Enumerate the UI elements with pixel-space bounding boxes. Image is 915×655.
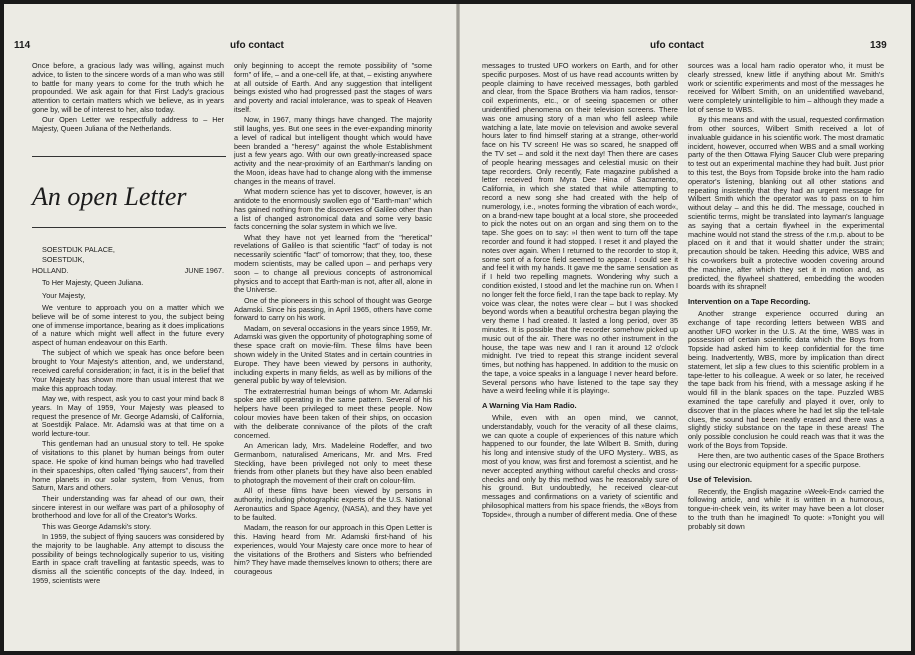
salutation: Your Majesty,: [42, 291, 86, 301]
right-col3: [482, 62, 678, 642]
left-col1-intro: [32, 62, 224, 202]
letter-paragraph: The extraterrestrial human beings of whom Mr. Adamski spoke are still operating in the same pattern. Several of his helpers have been privileged to meet these people. Now colour movies have been taken of their ships, on occasion with the deliberate connivance of the pilots of the craft concerned.: [234, 386, 432, 440]
intro-paragraph: Our Open Letter we respectfully address to – Her Majesty, Queen Juliana of the Netherlands.: [32, 115, 224, 134]
letter-paragraph: What modern science has yet to discover, however, is an antidote to the enormously swollen ego of "Earth-man" which has gained nothing from the discoveries of Galileo other than a list of changed astronomical data and some very basic facts concerning the solar system in which we live.: [234, 187, 432, 232]
letter-paragraph: Madam, the reason for our approach in this Open Letter is this. Having heard from Mr. Adamski first-hand of his experiences, would Your Majesty care once more to hear of the visitations of the Brothers and Sisters who befriended him? They have made themselves known to others; there are courageous: [234, 523, 432, 577]
article-paragraph: Here then, are two authentic cases of the Space Brothers using our electronic equipment for a specific purpose.: [688, 451, 884, 470]
section-heading: Use of Television.: [688, 474, 753, 484]
letter-paragraph: The subject of which we speak has once before been brought to Your Majesty's attention, and, we understand, received careful consideration; in fact, it is in the belief that Your Majesty has shown more than usual interest that we make this approach today.: [32, 348, 224, 393]
article-paragraph: sources was a local ham radio operator who, it must be clearly stressed, knew little if anything about Mr. Smith's work or scientific experiments and most of the messages he received for Wilbert Smith, on an unidentified waveband, were completely unintelligible to him – although they made a lot of sense to WBS.: [688, 62, 884, 114]
letter-paragraph: Now, in 1967, many things have changed. The majority still laughs, yes. But one sees in the ever-expanding minority a level of radical but intelligent thought which would have been branded a "heresy" against the whole Establishment just a few years ago. With our own greatly-increased space activity and the near-proximity of an Earthman's landing on the Moon, ideas have had to change along with the immense changes in the means of travel.: [234, 115, 432, 186]
section-heading: A Warning Via Ham Radio.: [482, 401, 577, 411]
letter-paragraph: What they have not yet learned from the "heretical" revelations of Galileo is that scientific "fact" of today is not necessarily scientific "fact" of tomorrow; that they, too, these modern scientists, may be called upon – and perhaps very soon – to change all previous concepts of astronomical physics and to accept that Earth-man is not, after all, alone in the Universe.: [234, 232, 432, 295]
address-date-row: [32, 267, 224, 276]
letter-paragraph: We venture to approach you on a matter which we believe will be of some interest to you, the subject being one of immense importance, bearing as it does implications of a nature which might well affect in the future every aspect of human endeavour on this Earth.: [32, 302, 224, 348]
article-paragraph: While, even with an open mind, we cannot, understandably, vouch for the veracity of all these claims, we can quote a couple of experiences of this nature which happened to our founder, the late Wilbert B. Smith, during his long and intensive study of the UFO Mystery.. WBS, as most of you know, was first and foremost a scientist, and he never accepted anything without careful checks and cross-checks and only by this method was he reasonably sure of his ground. But undoubtedly, he received clear-cut messages and confirmations on a variety of scientific and philosophical matters from his space friends, the »Boys from Topside«, through a number of different media. One of these: [482, 413, 678, 519]
letter-title: An open Letter: [32, 182, 187, 211]
letter-paragraph: This gentleman had an unusual story to tell. He spoke of visitations to this planet by human beings from outer space. He spoke of kind human beings who had travelled in their spaceships, often called "flying saucers", from their home planets in our solar system, from Venus, from Saturn, Mars and others.: [32, 439, 224, 493]
address-country: HOLLAND.: [32, 265, 69, 275]
right-running-title: ufo contact: [650, 40, 704, 51]
letter-paragraph: In 1959, the subject of flying saucers was considered by the majority to be laughable. Any attempt to discuss the possibility of beings technologically superior to us, visiting Earth in space craft travelling at fantastic speeds, was to dismiss all the scientific concepts of the day. Indeed, in 1959, scientists were: [32, 531, 224, 585]
article-paragraph: Another strange experience occurred during an exchange of tape recording letters between WBS and another UFO worker in the U.S. At the time, WBS was in possession of certain scientific data which the Boys from Topside had asked him to keep confidential for the time being. Inadvertently, WBS, more by implication than direct statement, let slip a few clues to this scientific problem in a tape-letter to his colleague. A week or so later, he received the tape back from his friend, with a message asking if he would fill in the blank spaces on the tape. Puzzled WBS examined the tape carefully and played it over, only to discover that in the places where he had let slip the tell-tale clues, the sound had been neatly erased and there was a slightly sticky substance on the tape in these areas! The only possible conclusion he could reach was that it was the work of the Boys from Topside.: [688, 309, 884, 450]
book-gutter: [456, 4, 460, 651]
letter-date: JUNE 1967.: [184, 265, 224, 275]
letter-paragraph: Madam, on several occasions in the years since 1959, Mr. Adamski was given the opportunity of photographing some of these space craft on movie-film. These films have been shown widely in the United States and in certain countries in Europe. They have been viewed by persons in authority, including experts in many fields, as well as by millions of the general public by way of television.: [234, 323, 432, 386]
letter-paragraph: All of these films have been viewed by persons in authority, including photographic experts of the U.S. National Aeronautics and Space Agency, (NASA), and they have yet to be faulted.: [234, 486, 432, 522]
letter-paragraph: May we, with respect, ask you to cast your mind back 8 years. In May of 1959, Your Majesty was pleased to request the presence of Mr. George Adamski, of California, at Soestdijk Palace. Mr. Adamski was at that time on a world lecture-tour.: [32, 393, 224, 439]
letter-paragraph: This was George Adamski's story.: [42, 521, 152, 531]
left-col2: [234, 62, 432, 642]
letter-paragraph: Their understanding was far ahead of our own, their sincere interest in our welfare was part of a philosophy of brotherhood and love for all of the Creator's Works.: [32, 493, 224, 521]
article-paragraph: messages to trusted UFO workers on Earth, and for other specific purposes. Most of us have read accounts written by people claiming to have received messages, both garbled and clear, from the Space Brothers via ham radios, tensor-coil experiments, etc., or of seeing spacemen or other unidentified phenomena on their television screens. There was one amusing story of a man who fell asleep while watching a late, late movie on television and awoke several hours later to find himself staring at a strange, other-world face on his TV screen! He was so scared, he snapped off the TV set – and sold it the next day! Then there are cases of people hearing messages and celestial music on their tape recorders. Only recently, Fate magazine published a letter received from Myra Dee Hina of Sacramento, California, in which she stated that while attempting to record a new song she had created with the help of numerology, i.e., »notes forming the vibration of each word«, on a brand-new tape bought at a local store, she proceeded to pick the notes out on an organ and sing them on to the tape. She goes on to say: »I then went to turn off the tape recorder and found it had stopped. I reset it and played the notes over again. When I returned to the recorder to stop it, some sort of a force field seemed to appear. I could see it and feel it with my hands. It gave me the same sensation as if I held two repelling magnets. Wondering why such a condition existed, I stood and let the machine run on. When I no longer felt the force field, I ran the tape back to replay. My voice was clear, the notes were clear – but I was shocked beyond words when a beautiful orchestra began playing the very theme I had created. It lasted a long period, over 35 minutes. It is possible that the recorder somehow picked up music out of the air. There was no other instrument in the house, the tape was new and I ran it around 12 o'clock midnight. I've tried to repeat this strange incident several times, but nothing has happened. In addition to the music on the tape, a voice speaks in a language I never heard before. Several persons who have listened to the tape say they have a weird feeling while it is playing«.: [482, 62, 678, 396]
article-paragraph: Recently, the English magazine »Week-End« carried the following article, and while it is written in a humorous, tongue-in-cheek vein, its writer may have been a lot closer to the truth than he imagined! To quote: »Tonight you will probably sit down: [688, 486, 884, 531]
address-line: SOESTDIJK PALACE,: [42, 246, 115, 254]
letter-paragraph: only beginning to accept the remote possibility of "some form" of life, – and a one-cell life, at that, – existing anywhere at all outside of Earth. And any suggestion that intelligent beings existed who had progressed past the stages of wars and poverty and racial intolerance, was to speak of Heaven itself.: [234, 62, 432, 114]
title-rule-bottom: [32, 227, 226, 228]
letter-paragraph: An American lady, Mrs. Madeleine Rodeffer, and two Germanborn, naturalised Americans, Mr. and Mrs. Fred Steckling, have been privileged not only to meet these friends from other planets but they have also been enabled to photograph the movement of their craft on colour-film.: [234, 440, 432, 486]
salutation-to: To Her Majesty, Queen Juliana.: [42, 278, 144, 288]
left-running-title: ufo contact: [230, 40, 284, 51]
article-paragraph: By this means and with the usual, requested confirmation from other sources, Wilbert Smith received a lot of invaluable guidance in his scientific work. The most dramatic incident, however, occurred when WBS and a small working party of the then Ottawa Flying Saucer Club were preparing to test out an experimental machine they had built. Just prior to this test, the Boys from Topside broke into the ham radio operator's listening, blanking out all other stations and repeating insistently that they had an urgent message for Wilbert Smith which the operator was to pass on to him without delay – and this he did. The message, couched in scientific terms, might be translated into layman's language as saying that a certain flywheel in the experimental machine would not stand the stress of the r.m.p. about to be placed on it and that it would shatter under the strain; precaution should be taken. Heeding this advice, WBS and his co-workers built a protective wooden covering around the machine, after which they set it in motion and, as predicted, the flywheel shattered, embedding the wooden boards with its shrapnel!: [688, 115, 884, 292]
left-page-number: 114: [14, 40, 31, 51]
section-heading: Intervention on a Tape Recording.: [688, 297, 811, 307]
left-col1-letter: [32, 246, 224, 641]
book-spread: [4, 4, 911, 651]
right-page-number: 139: [870, 40, 887, 51]
intro-paragraph: Once before, a gracious lady was willing, against much advice, to listen to the sincere words of a man who was still to battle for many years to come for the truth which he propounded. We ask again for that First Lady's gracious attention to certain matters which we believe, as in years gone by, will be of interest to her, also today.: [32, 62, 224, 114]
address-line: SOESTDIJK,: [42, 255, 85, 265]
title-rule-top: [32, 156, 226, 157]
letter-paragraph: One of the pioneers in this school of thought was George Adamski. Since his passing, in April 1965, others have come forward to carry on his work.: [234, 295, 432, 323]
right-col4: [688, 62, 884, 642]
